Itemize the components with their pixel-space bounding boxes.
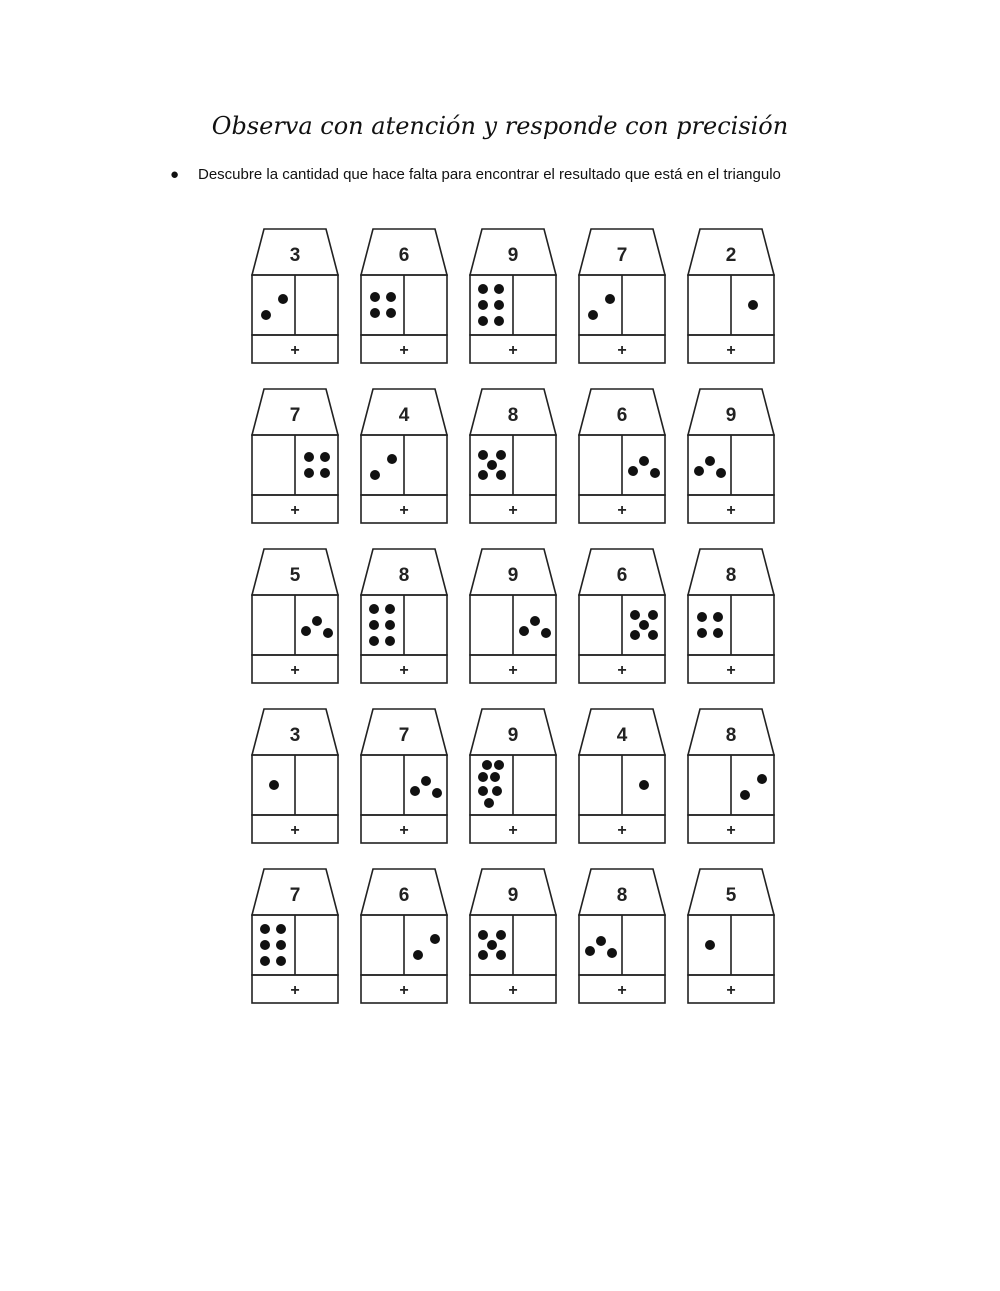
dot <box>385 604 395 614</box>
number-house <box>252 549 338 683</box>
dot <box>487 940 497 950</box>
dot <box>541 628 551 638</box>
house-total: 3 <box>289 725 301 746</box>
dot <box>740 790 750 800</box>
dot <box>386 308 396 318</box>
dot <box>369 604 379 614</box>
dot <box>478 786 488 796</box>
dot <box>276 924 286 934</box>
plus-sign: + <box>726 662 736 679</box>
house-total: 9 <box>507 245 519 266</box>
dot <box>697 628 707 638</box>
page-title: Observa con atención y responde con precisión <box>211 112 789 140</box>
number-house <box>252 869 338 1003</box>
dot <box>370 308 380 318</box>
number-house <box>470 709 556 843</box>
house-total: 5 <box>289 565 301 586</box>
dot <box>370 470 380 480</box>
number-house <box>361 229 447 363</box>
plus-sign: + <box>726 822 736 839</box>
house-total: 7 <box>289 405 301 426</box>
dot <box>639 780 649 790</box>
dot <box>386 292 396 302</box>
plus-sign: + <box>508 502 518 519</box>
dot <box>312 616 322 626</box>
dot <box>492 786 502 796</box>
dot <box>630 610 640 620</box>
number-house <box>252 389 338 523</box>
plus-sign: + <box>508 982 518 999</box>
dot <box>478 284 488 294</box>
dot <box>628 466 638 476</box>
dot <box>304 452 314 462</box>
dot <box>478 316 488 326</box>
house-total: 7 <box>289 885 301 906</box>
dot <box>716 468 726 478</box>
dot <box>269 780 279 790</box>
dot <box>432 788 442 798</box>
house-total: 9 <box>507 565 519 586</box>
plus-sign: + <box>617 502 627 519</box>
dot <box>713 612 723 622</box>
number-house <box>688 869 774 1003</box>
dot <box>494 284 504 294</box>
plus-sign: + <box>290 342 300 359</box>
house-total: 2 <box>725 245 737 266</box>
house-total: 6 <box>398 885 410 906</box>
dot <box>530 616 540 626</box>
plus-sign: + <box>726 502 736 519</box>
number-house <box>579 229 665 363</box>
number-house <box>361 549 447 683</box>
number-house <box>579 869 665 1003</box>
dot <box>369 620 379 630</box>
plus-sign: + <box>399 342 409 359</box>
bullet-icon: ● <box>170 166 180 183</box>
dot <box>369 636 379 646</box>
dot <box>748 300 758 310</box>
plus-sign: + <box>290 822 300 839</box>
dot <box>482 760 492 770</box>
dot <box>276 940 286 950</box>
dot <box>648 630 658 640</box>
dot <box>320 468 330 478</box>
dot <box>705 456 715 466</box>
dot <box>478 930 488 940</box>
dot <box>421 776 431 786</box>
number-house <box>361 389 447 523</box>
house-total: 4 <box>398 405 410 426</box>
dot <box>385 636 395 646</box>
dot <box>487 460 497 470</box>
house-total: 6 <box>616 405 628 426</box>
dot <box>385 620 395 630</box>
plus-sign: + <box>508 822 518 839</box>
dot <box>697 612 707 622</box>
house-total: 9 <box>507 725 519 746</box>
dot <box>648 610 658 620</box>
dot <box>639 456 649 466</box>
dot <box>494 300 504 310</box>
house-total: 9 <box>507 885 519 906</box>
house-total: 7 <box>616 245 628 266</box>
dot <box>694 466 704 476</box>
dot <box>478 470 488 480</box>
dot <box>478 300 488 310</box>
plus-sign: + <box>290 662 300 679</box>
dot <box>757 774 767 784</box>
dot <box>605 294 615 304</box>
dot <box>494 316 504 326</box>
number-house <box>252 229 338 363</box>
house-total: 6 <box>398 245 410 266</box>
dot <box>585 946 595 956</box>
house-total: 7 <box>398 725 410 746</box>
dot <box>713 628 723 638</box>
number-house <box>579 549 665 683</box>
plus-sign: + <box>617 822 627 839</box>
dot <box>278 294 288 304</box>
dot <box>607 948 617 958</box>
plus-sign: + <box>399 982 409 999</box>
dot <box>410 786 420 796</box>
dot <box>430 934 440 944</box>
house-total: 4 <box>616 725 628 746</box>
dot <box>478 950 488 960</box>
number-house <box>688 389 774 523</box>
plus-sign: + <box>726 982 736 999</box>
house-total: 8 <box>507 405 519 426</box>
dot <box>639 620 649 630</box>
plus-sign: + <box>399 662 409 679</box>
plus-sign: + <box>617 982 627 999</box>
instruction-text: Descubre la cantidad que hace falta para encontrar el resultado que está en el triangulo <box>198 166 781 183</box>
plus-sign: + <box>726 342 736 359</box>
number-house <box>579 389 665 523</box>
dot <box>490 772 500 782</box>
dot <box>484 798 494 808</box>
house-total: 9 <box>725 405 737 426</box>
plus-sign: + <box>617 342 627 359</box>
plus-sign: + <box>399 822 409 839</box>
plus-sign: + <box>508 342 518 359</box>
dot <box>596 936 606 946</box>
number-house <box>252 709 338 843</box>
dot <box>260 956 270 966</box>
number-house <box>688 229 774 363</box>
house-total: 3 <box>289 245 301 266</box>
dot <box>494 760 504 770</box>
dot <box>588 310 598 320</box>
house-total: 8 <box>398 565 410 586</box>
plus-sign: + <box>617 662 627 679</box>
house-total: 8 <box>616 885 628 906</box>
number-house <box>361 869 447 1003</box>
dot <box>276 956 286 966</box>
dot <box>261 310 271 320</box>
plus-sign: + <box>508 662 518 679</box>
number-house <box>361 709 447 843</box>
house-total: 8 <box>725 725 737 746</box>
plus-sign: + <box>399 502 409 519</box>
dot <box>304 468 314 478</box>
number-house <box>470 389 556 523</box>
dot <box>413 950 423 960</box>
dot <box>630 630 640 640</box>
dot <box>320 452 330 462</box>
number-house <box>688 549 774 683</box>
dot <box>496 450 506 460</box>
house-total: 8 <box>725 565 737 586</box>
dot <box>323 628 333 638</box>
dot <box>496 470 506 480</box>
dot <box>301 626 311 636</box>
dot <box>478 772 488 782</box>
house-total: 6 <box>616 565 628 586</box>
dot <box>705 940 715 950</box>
number-house <box>579 709 665 843</box>
dot <box>260 924 270 934</box>
dot <box>370 292 380 302</box>
number-house <box>688 709 774 843</box>
plus-sign: + <box>290 982 300 999</box>
dot <box>260 940 270 950</box>
plus-sign: + <box>290 502 300 519</box>
number-house <box>470 229 556 363</box>
number-house <box>470 869 556 1003</box>
number-house <box>470 549 556 683</box>
dot <box>650 468 660 478</box>
dot <box>496 950 506 960</box>
house-total: 5 <box>725 885 737 906</box>
dot <box>519 626 529 636</box>
dot <box>496 930 506 940</box>
dot <box>478 450 488 460</box>
dot <box>387 454 397 464</box>
